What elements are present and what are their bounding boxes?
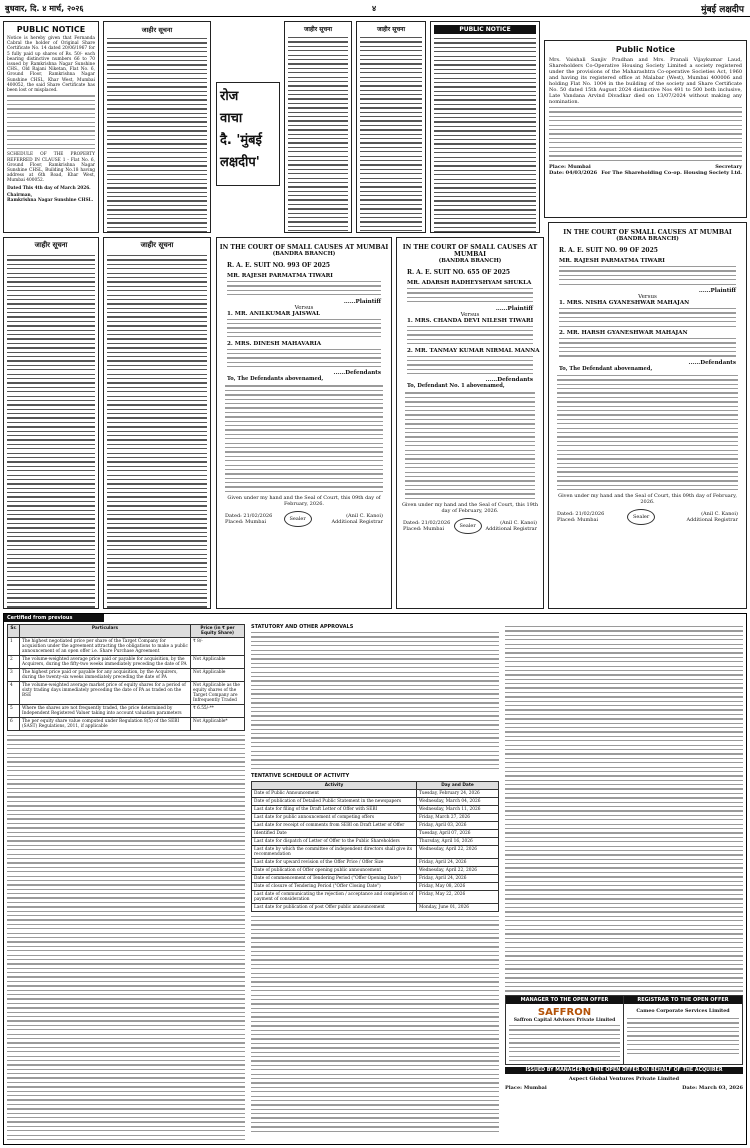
defendant-2: 2. MR. HARSH GYANESHWAR MAHAJAN [559, 329, 688, 336]
dated: Dated: 21/02/2026 [557, 511, 605, 518]
acquirer-name: Aspect Global Ventures Private Limited [568, 1076, 680, 1083]
schedule-date: Tuesday, April 07, 2026 [417, 829, 499, 837]
schedule-row [252, 874, 499, 882]
col-date: Day and Date [417, 781, 499, 789]
given-under: Given under my hand and the Seal of Court, this 19th day of February, 2026. [401, 502, 539, 515]
schedule-activity: Last date for filing of the Draft Letter of Offer with SEBI [252, 805, 417, 813]
schedule-row [252, 837, 499, 845]
col-sr: Sr. [8, 625, 20, 638]
plaintiff-label: ......Plaintiff [698, 287, 736, 294]
schedule-activity: Last date of communicating the rejection / acceptance and completion of payment of consideration [252, 890, 417, 903]
price-row [8, 656, 245, 669]
promo-line-2: वाचा [220, 111, 243, 126]
registrar: (Anil C. Kanoi) Additional Registrar [331, 513, 383, 526]
court-seal: Sealer [627, 509, 655, 525]
promo-box [216, 82, 280, 186]
notice-title: PUBLIC NOTICE [434, 25, 536, 34]
notice-schedule: SCHEDULE OF THE PROPERTY REFERRED IN CLAUSE 1 - Flat No. 6, Ground Floor, Ramkrishna Nagar Sunshine CHSL, Building No.18 having address at 6th Road, Khar West, Mumbai 400052. [7, 152, 95, 184]
addressee: To, Defendant No. 1 abovenamed, [407, 383, 505, 390]
schedule-row [252, 866, 499, 874]
dated: Dated: 21/02/2026 [403, 520, 451, 527]
notice-title: जाहीर सूचना [34, 241, 68, 249]
row-particulars: The volume-weighted average price paid or payable for acquisition, by the Acquirers, during the fifty-two weeks immediately preceding the date of PA [20, 656, 191, 669]
schedule-activity: Last date for public announcement of competing offers [252, 813, 417, 821]
offer-col-right [505, 624, 743, 1142]
plaintiff-name: MR. RAJESH PARMATMA TIWARI [559, 258, 665, 264]
defendants-label: ......Defendants [333, 370, 381, 377]
schedule-date: Friday, May 22, 2026 [417, 890, 499, 903]
notice-secretary: Secretary [715, 164, 742, 171]
schedule-activity: Last date for upward revision of the Offer Price / Offer Size [252, 858, 417, 866]
row-particulars: The volume-weighted average market price of equity shares for a period of sixty trading days immediately preceding the date of PA as traded on the BSE [20, 682, 191, 705]
registrar-title: REGISTRAR TO THE OPEN OFFER [624, 996, 742, 1004]
placed: Placed: Mumbai [403, 526, 445, 533]
schedule-date: Wednesday, March 11, 2026 [417, 805, 499, 813]
placed: Placed: Mumbai [557, 517, 599, 524]
defendant-1: 1. MRS. CHANDA DEVI NILESH TIWARI [407, 317, 534, 324]
notice-body: Mrs. Vaishali Sanjiv Pradhan and Mrs. Pranali Vijaykumar Laud, Shareholders Co-Operative Housing Society Limited a society registered under the provisions of the Maharashtra Co-operative Societies Act, 1960 and having its registered office at Malabar (West), Mumbai 400006 and holding Flat No. 1004 in the building of the society and Share Certificate No. 50 dated 15th August 2024 distinctive Nos 491 to 500 both inclusive, Late Vandana Arvind Divadkar died on 13/07/2024 without making any nomination. [549, 57, 742, 105]
row-particulars: The per equity share value computed under Regulation 8(5) of the SEBI (SAST) Regulations, 2011, if applicable [20, 718, 191, 731]
notice-title: जाहीर सूचना [376, 26, 406, 33]
schedule-title: TENTATIVE SCHEDULE OF ACTIVITY [251, 772, 350, 779]
schedule-row [252, 789, 499, 797]
row-number: 1 [8, 638, 20, 656]
case-number: R. A. E. SUIT NO. 99 OF 2025 [559, 247, 658, 254]
row-price: Not Applicable [191, 669, 245, 682]
public-notice-3 [544, 40, 747, 218]
price-row [8, 718, 245, 731]
schedule-activity: Last date for publication of post Offer public announcement [252, 903, 417, 911]
case-number: R. A. E. SUIT NO. 655 OF 2025 [407, 269, 511, 276]
schedule-row [252, 813, 499, 821]
issued-by: ISSUED BY MANAGER TO THE OPEN OFFER ON BEHALF OF THE ACQUIRER [505, 1067, 743, 1074]
schedule-row [252, 890, 499, 903]
schedule-row [252, 845, 499, 858]
court-title: IN THE COURT OF SMALL CAUSES AT MUMBAI [402, 244, 538, 258]
row-number: 5 [8, 705, 20, 718]
row-number: 4 [8, 682, 20, 705]
given-under: Given under my hand and the Seal of Court, this 09th day of February, 2026. [558, 493, 737, 506]
court-branch: (BANDRA BRANCH) [438, 258, 502, 264]
row-price: ₹ 6.55/-** [191, 705, 245, 718]
open-offer-statement [3, 613, 747, 1145]
defendant-1: 1. MR. ANILKUMAR JAISWAL [227, 310, 321, 317]
notice-for: For The Shareholding Co-op. Housing Society Ltd. [601, 170, 742, 177]
defendant-2: 2. MRS. DINESH MAHAVARIA [227, 340, 322, 347]
schedule-activity: Last date for dispatch of Letter of Offer to the Public Shareholders [252, 837, 417, 845]
schedule-activity: Date of commencement of Tendering Period ("Offer Opening Date") [252, 874, 417, 882]
manager-logo: SAFFRON [537, 1006, 592, 1018]
schedule-row [252, 805, 499, 813]
manager-registrar-block [505, 995, 743, 1066]
col-price: Price (in ₹ per Equity Share) [191, 625, 245, 638]
plaintiff-label: ......Plaintiff [495, 305, 533, 312]
newspaper-brand: मुंबई लक्षदीप [701, 5, 744, 15]
promo-line-1: रोज [220, 89, 239, 104]
registrar-name: Cameo Corporate Services Limited [636, 1007, 730, 1014]
schedule-date: Friday, March 27, 2026 [417, 813, 499, 821]
schedule-date: Friday, April 24, 2026 [417, 874, 499, 882]
manager-name: Saffron Capital Advisors Private Limited [513, 1017, 616, 1023]
row-price: Not Applicable [191, 656, 245, 669]
promo-line-3: दै. 'मुंबई [220, 133, 262, 148]
schedule-table [251, 781, 499, 912]
schedule-date: Tuesday, February 24, 2026 [417, 789, 499, 797]
case-number: R. A. E. SUIT NO. 993 OF 2025 [227, 262, 331, 269]
schedule-row [252, 882, 499, 890]
placed: Placed: Mumbai [225, 519, 267, 526]
schedule-date: Wednesday, April 22, 2026 [417, 866, 499, 874]
promo-line-4: लक्षदीप' [220, 155, 260, 170]
row-price: ₹ 8/- [191, 638, 245, 656]
plaintiff-name: MR. ADARSH RADHEYSHYAM SHUKLA [407, 280, 532, 286]
defendant-2: 2. MR. TANMAY KUMAR NIRMAL MANNA [407, 347, 540, 354]
col-particulars: Particulars [20, 625, 191, 638]
marathi-notice-b [284, 21, 352, 233]
masthead [0, 0, 750, 17]
offer-col-middle [251, 624, 499, 1142]
price-row [8, 682, 245, 705]
addressee: To, The Defendant abovenamed, [559, 365, 653, 372]
row-particulars: The highest negotiated price per share of the Target Company for acquisition under the agreement attracting the obligations to make a public announcement of an open offer i.e. Share Purchase Agreement [20, 638, 191, 656]
schedule-activity: Last date for receipt of comments from SEBI on Draft Letter of Offer [252, 821, 417, 829]
defendants-label: ......Defendants [688, 359, 736, 366]
row-particulars: The highest price paid or payable for any acquisition, by the Acquirers, during the twenty-six weeks immediately preceding the date of PA [20, 669, 191, 682]
schedule-row [252, 858, 499, 866]
offer-col-left [7, 624, 245, 1142]
versus: Versus [638, 293, 657, 300]
row-price: Not Applicable* [191, 718, 245, 731]
marathi-notice-c [356, 21, 426, 233]
court-notice-3 [548, 222, 747, 609]
court-branch: (BANDRA BRANCH) [616, 236, 679, 242]
notice-title: जाहीर सूचना [303, 26, 333, 33]
plaintiff-name: MR. RAJESH PARMATMA TIWARI [227, 273, 333, 279]
notice-title: जाहीर सूचना [140, 241, 174, 249]
schedule-date: Wednesday, March 04, 2026 [417, 797, 499, 805]
marathi-notice-a [103, 21, 211, 233]
schedule-row [252, 821, 499, 829]
notice-title: Public Notice [615, 45, 676, 54]
court-notice-1 [216, 237, 392, 609]
price-table [7, 624, 245, 731]
schedule-date: Friday, April 03, 2026 [417, 821, 499, 829]
schedule-activity: Identified Date [252, 829, 417, 837]
given-under: Given under my hand and the Seal of Court, this 09th day of February, 2026. [227, 495, 381, 508]
plaintiff-label: ......Plaintiff [343, 298, 381, 305]
court-branch: (BANDRA BRANCH) [272, 251, 336, 257]
schedule-row [252, 903, 499, 911]
row-price: Not Applicable as the equity shares of the Target Company are Infrequently Traded [191, 682, 245, 705]
public-notice-2 [430, 21, 540, 233]
price-row [8, 638, 245, 656]
registrar: (Anil C. Kanoi) Additional Registrar [686, 511, 738, 524]
schedule-activity: Last date by which the committee of independent directors shall give its recommendation [252, 845, 417, 858]
public-notice-lost-share [3, 21, 99, 233]
price-row [8, 705, 245, 718]
notice-sign-2: Ramkrishna Nagar Sunshine CHSL. [7, 197, 94, 203]
court-seal: Sealer [284, 511, 312, 527]
issue-date: बुधवार, दि. ४ मार्च, २०२६ [5, 4, 84, 13]
schedule-activity: Date of closure of Tendering Period ("Offer Closing Date") [252, 882, 417, 890]
versus: Versus [294, 304, 314, 311]
schedule-row [252, 829, 499, 837]
addressee: To, The Defendants abovenamed, [227, 376, 324, 383]
notice-title: PUBLIC NOTICE [16, 25, 86, 34]
schedule-date: Friday, May 08, 2026 [417, 882, 499, 890]
notice-title: जाहीर सूचना [141, 26, 173, 34]
court-seal: Sealer [454, 518, 482, 534]
price-row [8, 669, 245, 682]
offer-date: Date: March 03, 2026 [682, 1085, 743, 1092]
defendants-label: ......Defendants [485, 377, 533, 384]
notice-sign-1: Chairman, [7, 192, 33, 198]
notice-intro: Notice is hereby given that Fernanda Cabral the holder of Original Share Certificate No. 14 dated 20/06/1967 for 5 fully paid up shares of Rs. 50/- each bearing distinctive numbers 66 to 70 issued by Ramkrishna Nagar Sunshine CHS., Old Rajani Niketan, Flat No. 6, Ground Floor, Ramkrishna Nagar Sunshine CHSL, Khar West, Mumbai 400052, the said Share Certificate has been lost or misplaced. [7, 36, 95, 94]
row-particulars: Where the shares are not frequently traded, the price determined by Independent Registered Valuer taking into account valuation parameters [20, 705, 191, 718]
registrar: (Anil C. Kanoi) Additional Registrar [485, 520, 537, 533]
schedule-activity: Date of Public Announcement [252, 789, 417, 797]
row-number: 6 [8, 718, 20, 731]
statutory-title: STATUTORY AND OTHER APPROVALS [251, 624, 354, 630]
notice-date: Date: 04/03/2026 [549, 170, 598, 177]
defendant-1: 1. MRS. NISHA GYANESHWAR MAHAJAN [559, 299, 690, 306]
schedule-date: Friday, April 24, 2026 [417, 858, 499, 866]
col-activity: Activity [252, 781, 417, 789]
notice-date: Dated This 4th day of March 2026. [7, 185, 91, 191]
schedule-activity: Date of publication of Detailed Public Statement in the newspapers [252, 797, 417, 805]
marathi-notice-d [3, 237, 99, 609]
manager-title: MANAGER TO THE OPEN OFFER [506, 996, 623, 1004]
marathi-notice-e [103, 237, 211, 609]
dated: Dated: 21/02/2026 [225, 513, 273, 520]
schedule-date: Thursday, April 16, 2026 [417, 837, 499, 845]
court-title: IN THE COURT OF SMALL CAUSES AT MUMBAI [563, 229, 732, 236]
schedule-date: Monday, June 01, 2026 [417, 903, 499, 911]
schedule-date: Wednesday, April 22, 2026 [417, 845, 499, 858]
offer-place: Place: Mumbai [505, 1085, 547, 1092]
table-caption: Certified from previous [4, 614, 104, 622]
row-number: 3 [8, 669, 20, 682]
court-notice-2 [396, 237, 544, 609]
row-number: 2 [8, 656, 20, 669]
versus: Versus [460, 311, 480, 318]
schedule-row [252, 797, 499, 805]
notice-place: Place: Mumbai [549, 164, 591, 171]
page-number: ४ [372, 4, 377, 13]
court-title: IN THE COURT OF SMALL CAUSES AT MUMBAI [219, 244, 389, 251]
schedule-activity: Date of publication of Offer opening public announcement [252, 866, 417, 874]
